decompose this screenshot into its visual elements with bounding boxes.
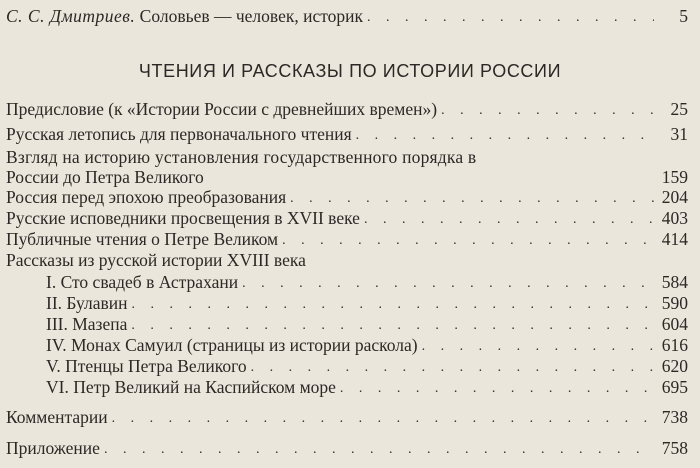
leader-dots: [364, 212, 654, 228]
toc-entry: [6, 147, 688, 187]
page-number: 604: [661, 314, 688, 334]
toc-entry: [6, 250, 688, 270]
entry-title: Рассказы из русской истории XVIII века: [6, 250, 306, 270]
entry-title: Предисловие (к «Истории России с древнейших времен»): [6, 99, 438, 119]
entry-title: Приложение: [6, 438, 100, 458]
leader-dots: [242, 276, 654, 292]
toc-entry-intro: [6, 6, 688, 26]
entry-title: VI. Петр Великий на Каспийском море: [46, 377, 336, 397]
toc-entry: [6, 229, 688, 249]
intro-author: С. С. Дмитриев.: [6, 6, 136, 26]
section-heading: ЧТЕНИЯ И РАССКАЗЫ ПО ИСТОРИИ РОССИИ: [138, 61, 562, 81]
toc-subentry: [46, 293, 688, 313]
entry-title: Русские исповедники просвещения в XVII веке: [6, 208, 360, 228]
entry-title: I. Сто свадеб в Астрахани: [46, 272, 239, 292]
intro-title: Соловьев — человек, историк: [139, 6, 364, 26]
leader-dots: [251, 360, 654, 376]
page-number: 616: [661, 335, 688, 355]
entry-title: V. Птенцы Петра Великого: [46, 356, 247, 376]
entry-title-line2: России до Петра Великого: [6, 167, 204, 187]
leader-dots: [422, 339, 654, 355]
page-number: 403: [661, 208, 688, 228]
toc-entry: [6, 438, 688, 458]
toc-entry: [6, 407, 688, 427]
page-number: 5: [679, 6, 688, 26]
toc-subentry: [46, 377, 688, 397]
toc-entry: [6, 99, 688, 119]
entry-title: III. Мазепа: [46, 314, 128, 334]
entry-title: Россия перед эпохою преобразования: [6, 187, 287, 207]
entry-title: Публичные чтения о Петре Великом: [6, 229, 279, 249]
page-number: 204: [661, 187, 688, 207]
leader-dots: [132, 297, 655, 313]
leader-dots: [131, 318, 654, 334]
entry-title: II. Булавин: [46, 293, 128, 313]
page-number: 738: [661, 407, 688, 427]
page-number: 758: [661, 438, 688, 458]
page-number: 414: [661, 229, 688, 249]
leader-dots: [340, 381, 654, 397]
page-number: 584: [661, 272, 688, 292]
toc-subentry: [46, 335, 688, 355]
leader-dots: [441, 103, 654, 119]
leader-dots: [290, 191, 654, 207]
toc-entry: [6, 208, 688, 228]
toc-entry: [6, 187, 688, 207]
toc-subentry: [46, 356, 688, 376]
toc-entry: [6, 124, 688, 144]
entry-title-line1: Взгляд на историю установления государственного порядка в: [6, 147, 477, 167]
leader-dots: [104, 442, 654, 458]
page-number: 620: [661, 356, 688, 376]
page-number: 590: [661, 293, 688, 313]
leader-dots: [356, 128, 654, 144]
entry-title: Русская летопись для первоначального чтения: [6, 124, 352, 144]
leader-dots: [367, 10, 654, 26]
leader-dots: [282, 233, 654, 249]
toc-subentry: [46, 272, 688, 292]
entry-title: Комментарии: [6, 407, 108, 427]
page-number: 31: [670, 124, 688, 144]
entry-title: IV. Монах Самуил (страницы из истории раскола): [46, 335, 418, 355]
page-number: 25: [670, 99, 688, 119]
leader-dots: [112, 411, 654, 427]
page-number: 159: [661, 167, 688, 187]
toc-subentry: [46, 314, 688, 334]
page-number: 695: [661, 377, 688, 397]
